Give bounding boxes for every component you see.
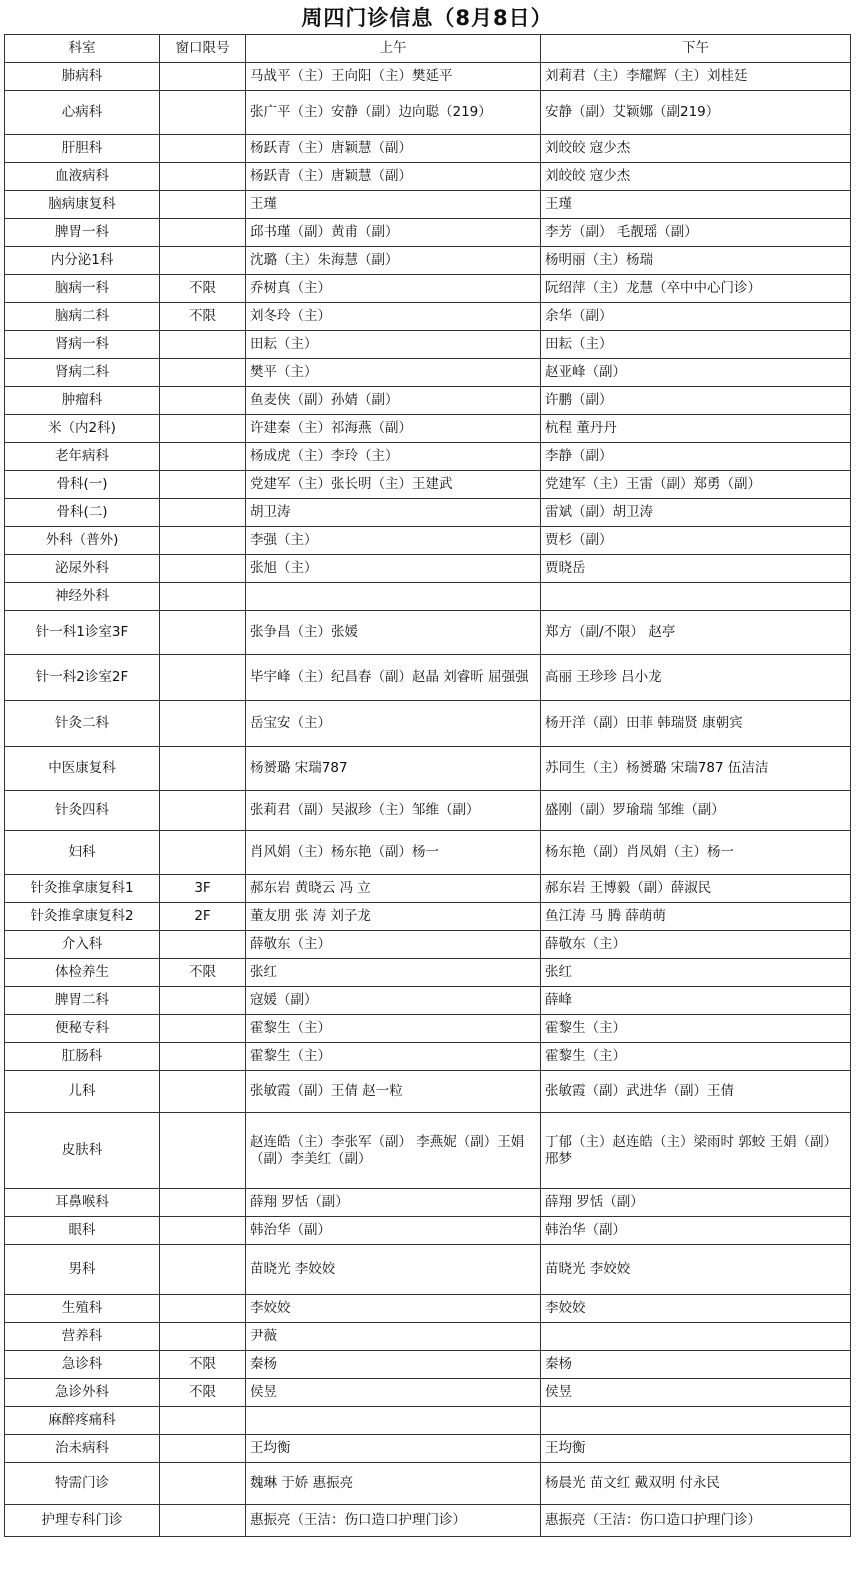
window-limit-cell <box>160 655 246 701</box>
table-row <box>5 611 851 655</box>
morning-doctors-cell: 侯昱 <box>246 1379 541 1407</box>
department-cell: 血液病科 <box>5 163 160 191</box>
morning-doctors-cell: 李姣姣 <box>246 1295 541 1323</box>
afternoon-doctors-cell: 薛峰 <box>541 987 851 1015</box>
morning-doctors-cell: 肖风娟（主）杨东艳（副）杨一 <box>246 831 541 875</box>
afternoon-doctors-cell: 王瑾 <box>541 191 851 219</box>
window-limit-cell <box>160 1217 246 1245</box>
afternoon-doctors-cell: 丁郁（主）赵连皓（主）梁雨时 郭蛟 王娟（副） 邢梦 <box>541 1113 851 1189</box>
table-row <box>5 1379 851 1407</box>
department-cell: 生殖科 <box>5 1295 160 1323</box>
morning-doctors-cell: 赵连皓（主）李张军（副） 李燕妮（副）王娟（副）李美红（副） <box>246 1113 541 1189</box>
department-cell: 肾病二科 <box>5 359 160 387</box>
window-limit-cell <box>160 1323 246 1351</box>
morning-doctors-cell: 张敏霞（副）王倩 赵一粒 <box>246 1071 541 1113</box>
department-cell: 耳鼻喉科 <box>5 1189 160 1217</box>
table-row <box>5 583 851 611</box>
table-row <box>5 875 851 903</box>
window-limit-cell <box>160 247 246 275</box>
afternoon-doctors-cell: 张红 <box>541 959 851 987</box>
afternoon-doctors-cell: 郝东岩 王博毅（副）薛淑民 <box>541 875 851 903</box>
table-row <box>5 1071 851 1113</box>
morning-doctors-cell: 杨成虎（主）李玲（主） <box>246 443 541 471</box>
window-limit-cell <box>160 527 246 555</box>
table-row <box>5 415 851 443</box>
department-cell: 麻醉疼痛科 <box>5 1407 160 1435</box>
table-row <box>5 331 851 359</box>
table-row <box>5 91 851 135</box>
department-cell: 护理专科门诊 <box>5 1505 160 1537</box>
morning-doctors-cell <box>246 1407 541 1435</box>
page-title: 周四门诊信息（8月8日） <box>301 6 553 30</box>
department-cell: 肛肠科 <box>5 1043 160 1071</box>
morning-doctors-cell: 韩治华（副） <box>246 1217 541 1245</box>
table-row <box>5 1113 851 1189</box>
table-row <box>5 1015 851 1043</box>
window-limit-cell <box>160 1463 246 1505</box>
afternoon-doctors-cell: 杨开洋（副）田菲 韩瑞贤 康朝宾 <box>541 701 851 747</box>
morning-doctors-cell: 张莉君（副）吴淑珍（主）邹维（副） <box>246 791 541 831</box>
window-limit-cell: 不限 <box>160 275 246 303</box>
table-row <box>5 1189 851 1217</box>
window-limit-cell <box>160 387 246 415</box>
afternoon-doctors-cell: 张敏霞（副）武进华（副）王倩 <box>541 1071 851 1113</box>
morning-doctors-cell: 郝东岩 黄晓云 冯 立 <box>246 875 541 903</box>
window-limit-cell: 不限 <box>160 1379 246 1407</box>
afternoon-doctors-cell: 薛敬东（主） <box>541 931 851 959</box>
afternoon-doctors-cell: 霍黎生（主） <box>541 1015 851 1043</box>
window-limit-cell <box>160 191 246 219</box>
morning-doctors-cell: 秦杨 <box>246 1351 541 1379</box>
window-limit-cell <box>160 987 246 1015</box>
afternoon-doctors-cell: 杨东艳（副）肖凤娟（主）杨一 <box>541 831 851 875</box>
table-row <box>5 831 851 875</box>
afternoon-doctors-cell: 王均衡 <box>541 1435 851 1463</box>
table-row <box>5 747 851 791</box>
department-cell: 针一科1诊室3F <box>5 611 160 655</box>
afternoon-doctors-cell: 阮绍萍（主）龙慧（卒中中心门诊） <box>541 275 851 303</box>
department-cell: 肾病一科 <box>5 331 160 359</box>
window-limit-cell <box>160 1245 246 1295</box>
table-row <box>5 1505 851 1537</box>
table-row <box>5 655 851 701</box>
morning-doctors-cell: 薛翔 罗恬（副） <box>246 1189 541 1217</box>
department-cell: 心病科 <box>5 91 160 135</box>
afternoon-doctors-cell: 霍黎生（主） <box>541 1043 851 1071</box>
table-row <box>5 903 851 931</box>
table-row <box>5 1217 851 1245</box>
window-limit-cell <box>160 1505 246 1537</box>
window-limit-cell <box>160 791 246 831</box>
department-cell: 妇科 <box>5 831 160 875</box>
afternoon-doctors-cell: 李芳（副） 毛靓瑶（副） <box>541 219 851 247</box>
morning-doctors-cell: 霍黎生（主） <box>246 1015 541 1043</box>
afternoon-doctors-cell: 余华（副） <box>541 303 851 331</box>
header-window-limit: 窗口限号 <box>160 35 246 63</box>
window-limit-cell <box>160 135 246 163</box>
window-limit-cell <box>160 163 246 191</box>
afternoon-doctors-cell: 鱼江涛 马 腾 薛萌萌 <box>541 903 851 931</box>
afternoon-doctors-cell: 刘皎皎 寇少杰 <box>541 135 851 163</box>
window-limit-cell <box>160 331 246 359</box>
department-cell: 针一科2诊室2F <box>5 655 160 701</box>
morning-doctors-cell: 岳宝安（主） <box>246 701 541 747</box>
afternoon-doctors-cell: 苏同生（主）杨赟璐 宋瑞787 伍洁洁 <box>541 747 851 791</box>
window-limit-cell <box>160 1043 246 1071</box>
afternoon-doctors-cell: 赵亚峰（副） <box>541 359 851 387</box>
morning-doctors-cell: 尹薇 <box>246 1323 541 1351</box>
morning-doctors-cell: 杨跃青（主）唐颖慧（副） <box>246 135 541 163</box>
afternoon-doctors-cell: 秦杨 <box>541 1351 851 1379</box>
morning-doctors-cell: 马战平（主）王向阳（主）樊延平 <box>246 63 541 91</box>
afternoon-doctors-cell: 李姣姣 <box>541 1295 851 1323</box>
department-cell: 脾胃二科 <box>5 987 160 1015</box>
window-limit-cell <box>160 63 246 91</box>
table-row <box>5 791 851 831</box>
department-cell: 特需门诊 <box>5 1463 160 1505</box>
morning-doctors-cell: 惠振亮（王洁：伤口造口护理门诊） <box>246 1505 541 1537</box>
table-row <box>5 1245 851 1295</box>
department-cell: 脑病二科 <box>5 303 160 331</box>
morning-doctors-cell: 董友朋 张 涛 刘子龙 <box>246 903 541 931</box>
schedule-table <box>4 34 851 1537</box>
morning-doctors-cell <box>246 583 541 611</box>
window-limit-cell <box>160 555 246 583</box>
afternoon-doctors-cell: 惠振亮（王洁：伤口造口护理门诊） <box>541 1505 851 1537</box>
department-cell: 外科（普外) <box>5 527 160 555</box>
window-limit-cell <box>160 931 246 959</box>
morning-doctors-cell: 沈璐（主）朱海慧（副） <box>246 247 541 275</box>
department-cell: 脾胃一科 <box>5 219 160 247</box>
table-row <box>5 1407 851 1435</box>
window-limit-cell: 2F <box>160 903 246 931</box>
table-row <box>5 247 851 275</box>
header-afternoon: 下午 <box>541 35 851 63</box>
table-row <box>5 219 851 247</box>
department-cell: 儿科 <box>5 1071 160 1113</box>
afternoon-doctors-cell: 安静（副）艾颖娜（副219） <box>541 91 851 135</box>
header-row <box>5 35 851 63</box>
department-cell: 米（内2科) <box>5 415 160 443</box>
morning-doctors-cell: 鱼麦侠（副）孙婧（副） <box>246 387 541 415</box>
morning-doctors-cell: 张旭（主） <box>246 555 541 583</box>
department-cell: 中医康复科 <box>5 747 160 791</box>
table-row <box>5 135 851 163</box>
department-cell: 肿瘤科 <box>5 387 160 415</box>
window-limit-cell <box>160 1295 246 1323</box>
department-cell: 男科 <box>5 1245 160 1295</box>
department-cell: 急诊科 <box>5 1351 160 1379</box>
afternoon-doctors-cell <box>541 1407 851 1435</box>
morning-doctors-cell: 霍黎生（主） <box>246 1043 541 1071</box>
window-limit-cell <box>160 219 246 247</box>
morning-doctors-cell: 张争昌（主）张媛 <box>246 611 541 655</box>
department-cell: 治未病科 <box>5 1435 160 1463</box>
table-row <box>5 555 851 583</box>
window-limit-cell <box>160 583 246 611</box>
department-cell: 老年病科 <box>5 443 160 471</box>
table-row <box>5 387 851 415</box>
table-row <box>5 931 851 959</box>
morning-doctors-cell: 田耘（主） <box>246 331 541 359</box>
table-row <box>5 1351 851 1379</box>
morning-doctors-cell: 刘冬玲（主） <box>246 303 541 331</box>
window-limit-cell <box>160 1407 246 1435</box>
department-cell: 脑病康复科 <box>5 191 160 219</box>
morning-doctors-cell: 毕宇峰（主）纪昌春（副）赵晶 刘睿昕 屈强强 <box>246 655 541 701</box>
table-row <box>5 527 851 555</box>
morning-doctors-cell: 张红 <box>246 959 541 987</box>
department-cell: 针灸二科 <box>5 701 160 747</box>
afternoon-doctors-cell: 薛翔 罗恬（副） <box>541 1189 851 1217</box>
window-limit-cell <box>160 831 246 875</box>
window-limit-cell: 不限 <box>160 303 246 331</box>
table-row <box>5 1435 851 1463</box>
afternoon-doctors-cell: 郑方（副/不限） 赵亭 <box>541 611 851 655</box>
table-row <box>5 471 851 499</box>
afternoon-doctors-cell: 苗晓光 李姣姣 <box>541 1245 851 1295</box>
morning-doctors-cell: 许建秦（主）祁海燕（副） <box>246 415 541 443</box>
department-cell: 骨科(一) <box>5 471 160 499</box>
table-row <box>5 1463 851 1505</box>
window-limit-cell <box>160 747 246 791</box>
afternoon-doctors-cell: 许鹏（副） <box>541 387 851 415</box>
window-limit-cell: 不限 <box>160 1351 246 1379</box>
table-row <box>5 1043 851 1071</box>
morning-doctors-cell: 杨赟璐 宋瑞787 <box>246 747 541 791</box>
morning-doctors-cell: 樊平（主） <box>246 359 541 387</box>
morning-doctors-cell: 苗晓光 李姣姣 <box>246 1245 541 1295</box>
department-cell: 脑病一科 <box>5 275 160 303</box>
table-row <box>5 499 851 527</box>
morning-doctors-cell: 党建军（主）张长明（主）王建武 <box>246 471 541 499</box>
table-row <box>5 359 851 387</box>
table-row <box>5 163 851 191</box>
department-cell: 神经外科 <box>5 583 160 611</box>
afternoon-doctors-cell: 盛刚（副）罗瑜瑞 邹维（副） <box>541 791 851 831</box>
table-row <box>5 443 851 471</box>
afternoon-doctors-cell: 雷斌（副）胡卫涛 <box>541 499 851 527</box>
morning-doctors-cell: 乔树真（主） <box>246 275 541 303</box>
afternoon-doctors-cell: 高丽 王珍珍 吕小龙 <box>541 655 851 701</box>
window-limit-cell <box>160 701 246 747</box>
department-cell: 针灸推拿康复科2 <box>5 903 160 931</box>
morning-doctors-cell: 魏琳 于娇 惠振亮 <box>246 1463 541 1505</box>
afternoon-doctors-cell: 韩治华（副） <box>541 1217 851 1245</box>
window-limit-cell <box>160 1015 246 1043</box>
department-cell: 体检养生 <box>5 959 160 987</box>
window-limit-cell <box>160 443 246 471</box>
afternoon-doctors-cell: 贾杉（副） <box>541 527 851 555</box>
window-limit-cell <box>160 1435 246 1463</box>
department-cell: 骨科(二) <box>5 499 160 527</box>
afternoon-doctors-cell: 田耘（主） <box>541 331 851 359</box>
afternoon-doctors-cell: 李静（副） <box>541 443 851 471</box>
window-limit-cell <box>160 359 246 387</box>
afternoon-doctors-cell <box>541 583 851 611</box>
department-cell: 急诊外科 <box>5 1379 160 1407</box>
window-limit-cell <box>160 1071 246 1113</box>
table-row <box>5 63 851 91</box>
header-morning: 上午 <box>246 35 541 63</box>
table-row <box>5 987 851 1015</box>
department-cell: 眼科 <box>5 1217 160 1245</box>
window-limit-cell <box>160 499 246 527</box>
morning-doctors-cell: 杨跃青（主）唐颖慧（副） <box>246 163 541 191</box>
afternoon-doctors-cell: 党建军（主）王雷（副）郑勇（副） <box>541 471 851 499</box>
table-row <box>5 1295 851 1323</box>
table-row <box>5 275 851 303</box>
window-limit-cell <box>160 471 246 499</box>
table-row <box>5 303 851 331</box>
window-limit-cell <box>160 415 246 443</box>
table-row <box>5 1323 851 1351</box>
table-row <box>5 191 851 219</box>
window-limit-cell: 不限 <box>160 959 246 987</box>
afternoon-doctors-cell <box>541 1323 851 1351</box>
window-limit-cell <box>160 1189 246 1217</box>
header-department: 科室 <box>5 35 160 63</box>
window-limit-cell <box>160 91 246 135</box>
department-cell: 介入科 <box>5 931 160 959</box>
morning-doctors-cell: 王瑾 <box>246 191 541 219</box>
morning-doctors-cell: 薛敬东（主） <box>246 931 541 959</box>
department-cell: 便秘专科 <box>5 1015 160 1043</box>
afternoon-doctors-cell: 刘莉君（主）李耀辉（主）刘桂廷 <box>541 63 851 91</box>
department-cell: 泌尿外科 <box>5 555 160 583</box>
afternoon-doctors-cell: 刘皎皎 寇少杰 <box>541 163 851 191</box>
morning-doctors-cell: 寇媛（副） <box>246 987 541 1015</box>
department-cell: 内分泌1科 <box>5 247 160 275</box>
window-limit-cell <box>160 1113 246 1189</box>
afternoon-doctors-cell: 杨明丽（主）杨瑞 <box>541 247 851 275</box>
afternoon-doctors-cell: 杨晨光 苗文红 戴双明 付永民 <box>541 1463 851 1505</box>
afternoon-doctors-cell: 侯昱 <box>541 1379 851 1407</box>
morning-doctors-cell: 李强（主） <box>246 527 541 555</box>
department-cell: 肝胆科 <box>5 135 160 163</box>
department-cell: 针灸推拿康复科1 <box>5 875 160 903</box>
table-row <box>5 959 851 987</box>
morning-doctors-cell: 张广平（主）安静（副）边向聪（219） <box>246 91 541 135</box>
morning-doctors-cell: 王均衡 <box>246 1435 541 1463</box>
morning-doctors-cell: 邱书瑾（副）黄甫（副） <box>246 219 541 247</box>
window-limit-cell: 3F <box>160 875 246 903</box>
department-cell: 针灸四科 <box>5 791 160 831</box>
department-cell: 皮肤科 <box>5 1113 160 1189</box>
department-cell: 营养科 <box>5 1323 160 1351</box>
table-row <box>5 701 851 747</box>
afternoon-doctors-cell: 杭程 董丹丹 <box>541 415 851 443</box>
department-cell: 肺病科 <box>5 63 160 91</box>
morning-doctors-cell: 胡卫涛 <box>246 499 541 527</box>
window-limit-cell <box>160 611 246 655</box>
afternoon-doctors-cell: 贾晓岳 <box>541 555 851 583</box>
